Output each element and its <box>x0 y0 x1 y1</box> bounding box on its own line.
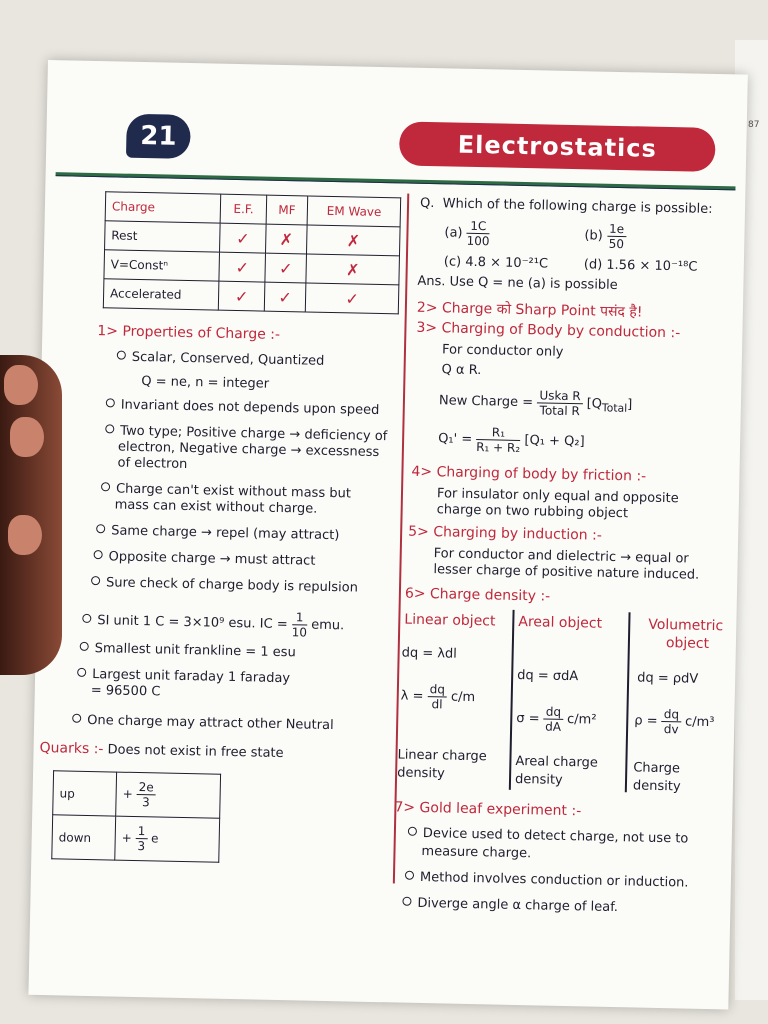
areal-heading: Areal object <box>518 613 603 632</box>
question-label: Q. <box>419 195 435 212</box>
fraction <box>466 219 490 248</box>
list-item-text: One charge may attract other Neutral <box>87 712 334 734</box>
list-item <box>80 641 296 661</box>
fraction <box>136 780 156 809</box>
symbol: λ = <box>400 688 424 705</box>
areal-dq: dq = σdA <box>517 667 579 685</box>
option-d: (d) 1.56 × 10⁻¹⁸C <box>583 257 698 275</box>
quark-name: down <box>52 815 116 860</box>
header-rule <box>56 172 736 190</box>
list-item-text: Opposite charge → must attract <box>108 549 316 569</box>
density-divider <box>625 612 630 792</box>
linear-heading: Linear object <box>404 611 496 630</box>
fraction-numerator: 1 <box>136 824 148 839</box>
formula-subscript: Total <box>601 401 628 415</box>
option-c: (c) 4.8 × 10⁻²¹C <box>443 254 549 272</box>
header-cell: E.F. <box>221 194 267 224</box>
volumetric-heading: Volumetric <box>648 616 724 635</box>
list-item <box>91 575 358 596</box>
quarks-heading: Quarks :- <box>39 739 104 758</box>
header-cell: Charge <box>105 192 221 223</box>
chapter-title: Electrostatics <box>399 121 716 172</box>
list-item-text: Device used to detect charge, not use to <box>422 826 689 847</box>
bullet-icon <box>402 897 411 906</box>
table-row <box>52 815 220 862</box>
fingernail <box>10 417 44 457</box>
bullet-icon <box>405 871 414 880</box>
rho-formula <box>634 706 715 737</box>
notebook-page <box>28 60 747 1009</box>
conduction-note: For conductor only <box>441 342 564 360</box>
fraction <box>607 222 627 251</box>
row-label: Rest <box>105 221 221 252</box>
fraction-denominator: 50 <box>608 236 625 252</box>
section-heading-conduction: 3> Charging of Body by conduction :- <box>416 319 681 342</box>
unit-text: emu. <box>311 617 345 634</box>
q1-formula <box>438 424 585 456</box>
mark-cell: ✓ <box>219 252 265 282</box>
charge-suffix: e <box>150 831 159 846</box>
fingernail <box>8 515 42 555</box>
formula-bracket: [Q <box>586 396 603 412</box>
bullet-icon <box>91 576 100 585</box>
mark-cell: ✓ <box>265 253 307 283</box>
fraction <box>661 707 681 736</box>
induction-text: lesser charge of positive nature induced. <box>433 562 700 583</box>
quark-charge <box>116 772 221 818</box>
question-text: Which of the following charge is possible: <box>442 196 713 217</box>
fraction-denominator: Total R <box>539 403 580 419</box>
list-item-text: Sure check of charge body is repulsion <box>105 575 359 596</box>
section-heading-friction: 4> Charging of body by friction :- <box>411 463 647 485</box>
bullet-icon <box>72 714 81 723</box>
list-item <box>96 523 340 543</box>
fraction <box>537 388 583 418</box>
proportionality: Q α R. <box>441 362 482 379</box>
new-charge-formula <box>439 386 633 419</box>
row-label: V=Constⁿ <box>104 250 220 281</box>
fraction <box>476 425 521 455</box>
list-item <box>402 896 618 916</box>
chapter-number-badge: 21 <box>126 114 191 159</box>
fraction-numerator: 2e <box>137 780 156 795</box>
section-heading-density: 6> Charge density :- <box>404 585 551 605</box>
option-a <box>444 218 490 248</box>
volumetric-dq: dq = ρdV <box>637 670 699 687</box>
option-label: (a) <box>444 225 463 241</box>
lambda-formula <box>400 682 475 713</box>
list-item-continuation: mass can exist without charge. <box>114 497 318 517</box>
list-item-text: Charge can't exist without mass but <box>115 481 352 502</box>
volumetric-footer: Charge <box>633 760 681 777</box>
bullet-icon <box>96 524 105 533</box>
hand-image <box>0 355 62 675</box>
fraction-denominator: 3 <box>137 839 146 854</box>
list-item <box>408 826 689 847</box>
list-item-text: Same charge → repel (may attract) <box>110 523 340 544</box>
list-item-text: Invariant does not depends upon speed <box>120 397 380 419</box>
bullet-icon <box>105 424 114 433</box>
charge-sign: + <box>121 830 132 845</box>
formula-label: New Charge = <box>438 393 534 411</box>
bullet-icon <box>106 398 115 407</box>
fraction-numerator: 1 <box>292 610 308 625</box>
bullet-icon <box>101 482 110 491</box>
adjacent-page-number: 87 <box>748 120 760 130</box>
row-label: Accelerated <box>103 279 219 310</box>
section-heading-induction: 5> Charging by induction :- <box>408 523 603 544</box>
list-item-continuation: electron, Negative charge → excessness <box>117 439 380 461</box>
fraction-denominator: 3 <box>141 795 150 810</box>
friction-text: For insulator only equal and opposite <box>436 486 679 507</box>
bullet-icon <box>82 614 91 623</box>
linear-footer: density <box>396 765 445 782</box>
bullet-icon <box>117 351 126 360</box>
list-item <box>117 350 325 369</box>
list-item <box>72 713 334 733</box>
linear-footer: Linear charge <box>397 747 487 765</box>
option-label: (b) <box>584 228 603 244</box>
quarks-line <box>39 740 283 761</box>
fraction <box>135 824 147 853</box>
fraction-denominator: 100 <box>466 233 490 249</box>
fingernail <box>4 365 38 405</box>
bullet-icon <box>80 642 89 651</box>
fraction-denominator: R₁ + R₂ <box>476 440 521 455</box>
bullet-icon <box>94 550 103 559</box>
induction-text: For conductor and dielectric → equal or <box>433 546 689 567</box>
formula-label: Q₁' = <box>437 431 473 447</box>
fraction-denominator: dA <box>545 719 562 734</box>
mark-cell: ✗ <box>265 224 307 254</box>
formula-bracket-close: ] <box>627 397 633 413</box>
fraction <box>543 705 563 734</box>
fraction-numerator: dq <box>544 705 564 720</box>
bullet-icon <box>408 827 417 836</box>
fraction-denominator: 10 <box>291 625 308 640</box>
fraction-numerator: R₁ <box>476 425 520 441</box>
volumetric-footer: density <box>632 778 681 795</box>
list-item-text: Two type; Positive charge → deficiency of <box>120 423 388 445</box>
bullet-icon <box>77 668 86 677</box>
quarks-text: Does not exist in free state <box>107 742 284 762</box>
list-item-continuation: = 96500 C <box>90 683 161 700</box>
mark-cell: ✓ <box>306 283 399 314</box>
fraction <box>427 682 447 711</box>
answer: Ans. Use Q = ne (a) is possible <box>417 273 618 293</box>
fraction-numerator: 1C <box>467 219 490 234</box>
header-cell: MF <box>266 195 308 225</box>
list-item <box>93 549 315 569</box>
density-divider <box>509 610 514 790</box>
mark-cell: ✓ <box>220 223 266 253</box>
list-item-text: Smallest unit frankline = 1 esu <box>94 641 296 661</box>
areal-footer: density <box>514 771 563 788</box>
table-row <box>53 771 221 818</box>
fraction-numerator: 1e <box>607 222 626 237</box>
mark-cell: ✗ <box>306 254 399 285</box>
field-table <box>103 191 401 314</box>
list-item-text: Largest unit faraday 1 faraday <box>91 667 291 687</box>
quark-name: up <box>53 771 117 816</box>
equation: Q = ne, n = integer <box>141 374 270 392</box>
mark-cell: ✗ <box>307 225 400 256</box>
fraction <box>292 610 308 639</box>
list-item-text: SI unit 1 C = 3×10⁹ esu. IC = <box>97 613 288 633</box>
fraction-numerator: Uska R <box>537 388 583 404</box>
option-b <box>584 221 626 251</box>
list-item-continuation: of electron <box>117 455 188 473</box>
list-item <box>405 870 689 891</box>
unit-text: c/m <box>450 689 476 706</box>
fraction-numerator: dq <box>662 707 682 722</box>
symbol: ρ = <box>634 713 658 729</box>
list-item-text: Diverge angle α charge of leaf. <box>417 895 619 916</box>
mark-cell: ✓ <box>264 282 306 312</box>
section-heading-properties: 1> Properties of Charge :- <box>97 323 281 343</box>
fraction-numerator: dq <box>428 682 448 697</box>
volumetric-heading: object <box>665 635 710 652</box>
unit-text: c/m³ <box>684 714 715 731</box>
unit-text: c/m² <box>566 712 597 728</box>
areal-footer: Areal charge <box>515 753 598 771</box>
symbol: σ = <box>516 710 540 727</box>
sigma-formula <box>516 704 597 735</box>
charge-sign: + <box>122 786 133 801</box>
list-item <box>106 397 380 418</box>
fraction-denominator: dl <box>431 697 443 712</box>
list-item-text: Method involves conduction or induction. <box>419 869 689 891</box>
quark-charge <box>115 816 220 862</box>
formula-sum: [Q₁ + Q₂] <box>524 433 585 450</box>
header-cell: EM Wave <box>307 196 400 227</box>
mark-cell: ✓ <box>219 281 265 311</box>
quarks-table <box>51 770 221 862</box>
table-row <box>103 279 399 314</box>
section-heading-sharp-point: 2> Charge को Sharp Point पसंद है! <box>416 299 643 321</box>
list-item-text: Scalar, Conserved, Quantized <box>131 349 325 369</box>
section-heading-gold-leaf: 7> Gold leaf experiment :- <box>394 799 582 820</box>
linear-dq: dq = λdl <box>401 645 458 662</box>
list-item <box>82 606 345 640</box>
fraction-denominator: dv <box>663 722 679 737</box>
question-line <box>420 196 713 217</box>
friction-text: charge on two rubbing object <box>436 502 629 522</box>
list-item-continuation: measure charge. <box>421 843 532 862</box>
